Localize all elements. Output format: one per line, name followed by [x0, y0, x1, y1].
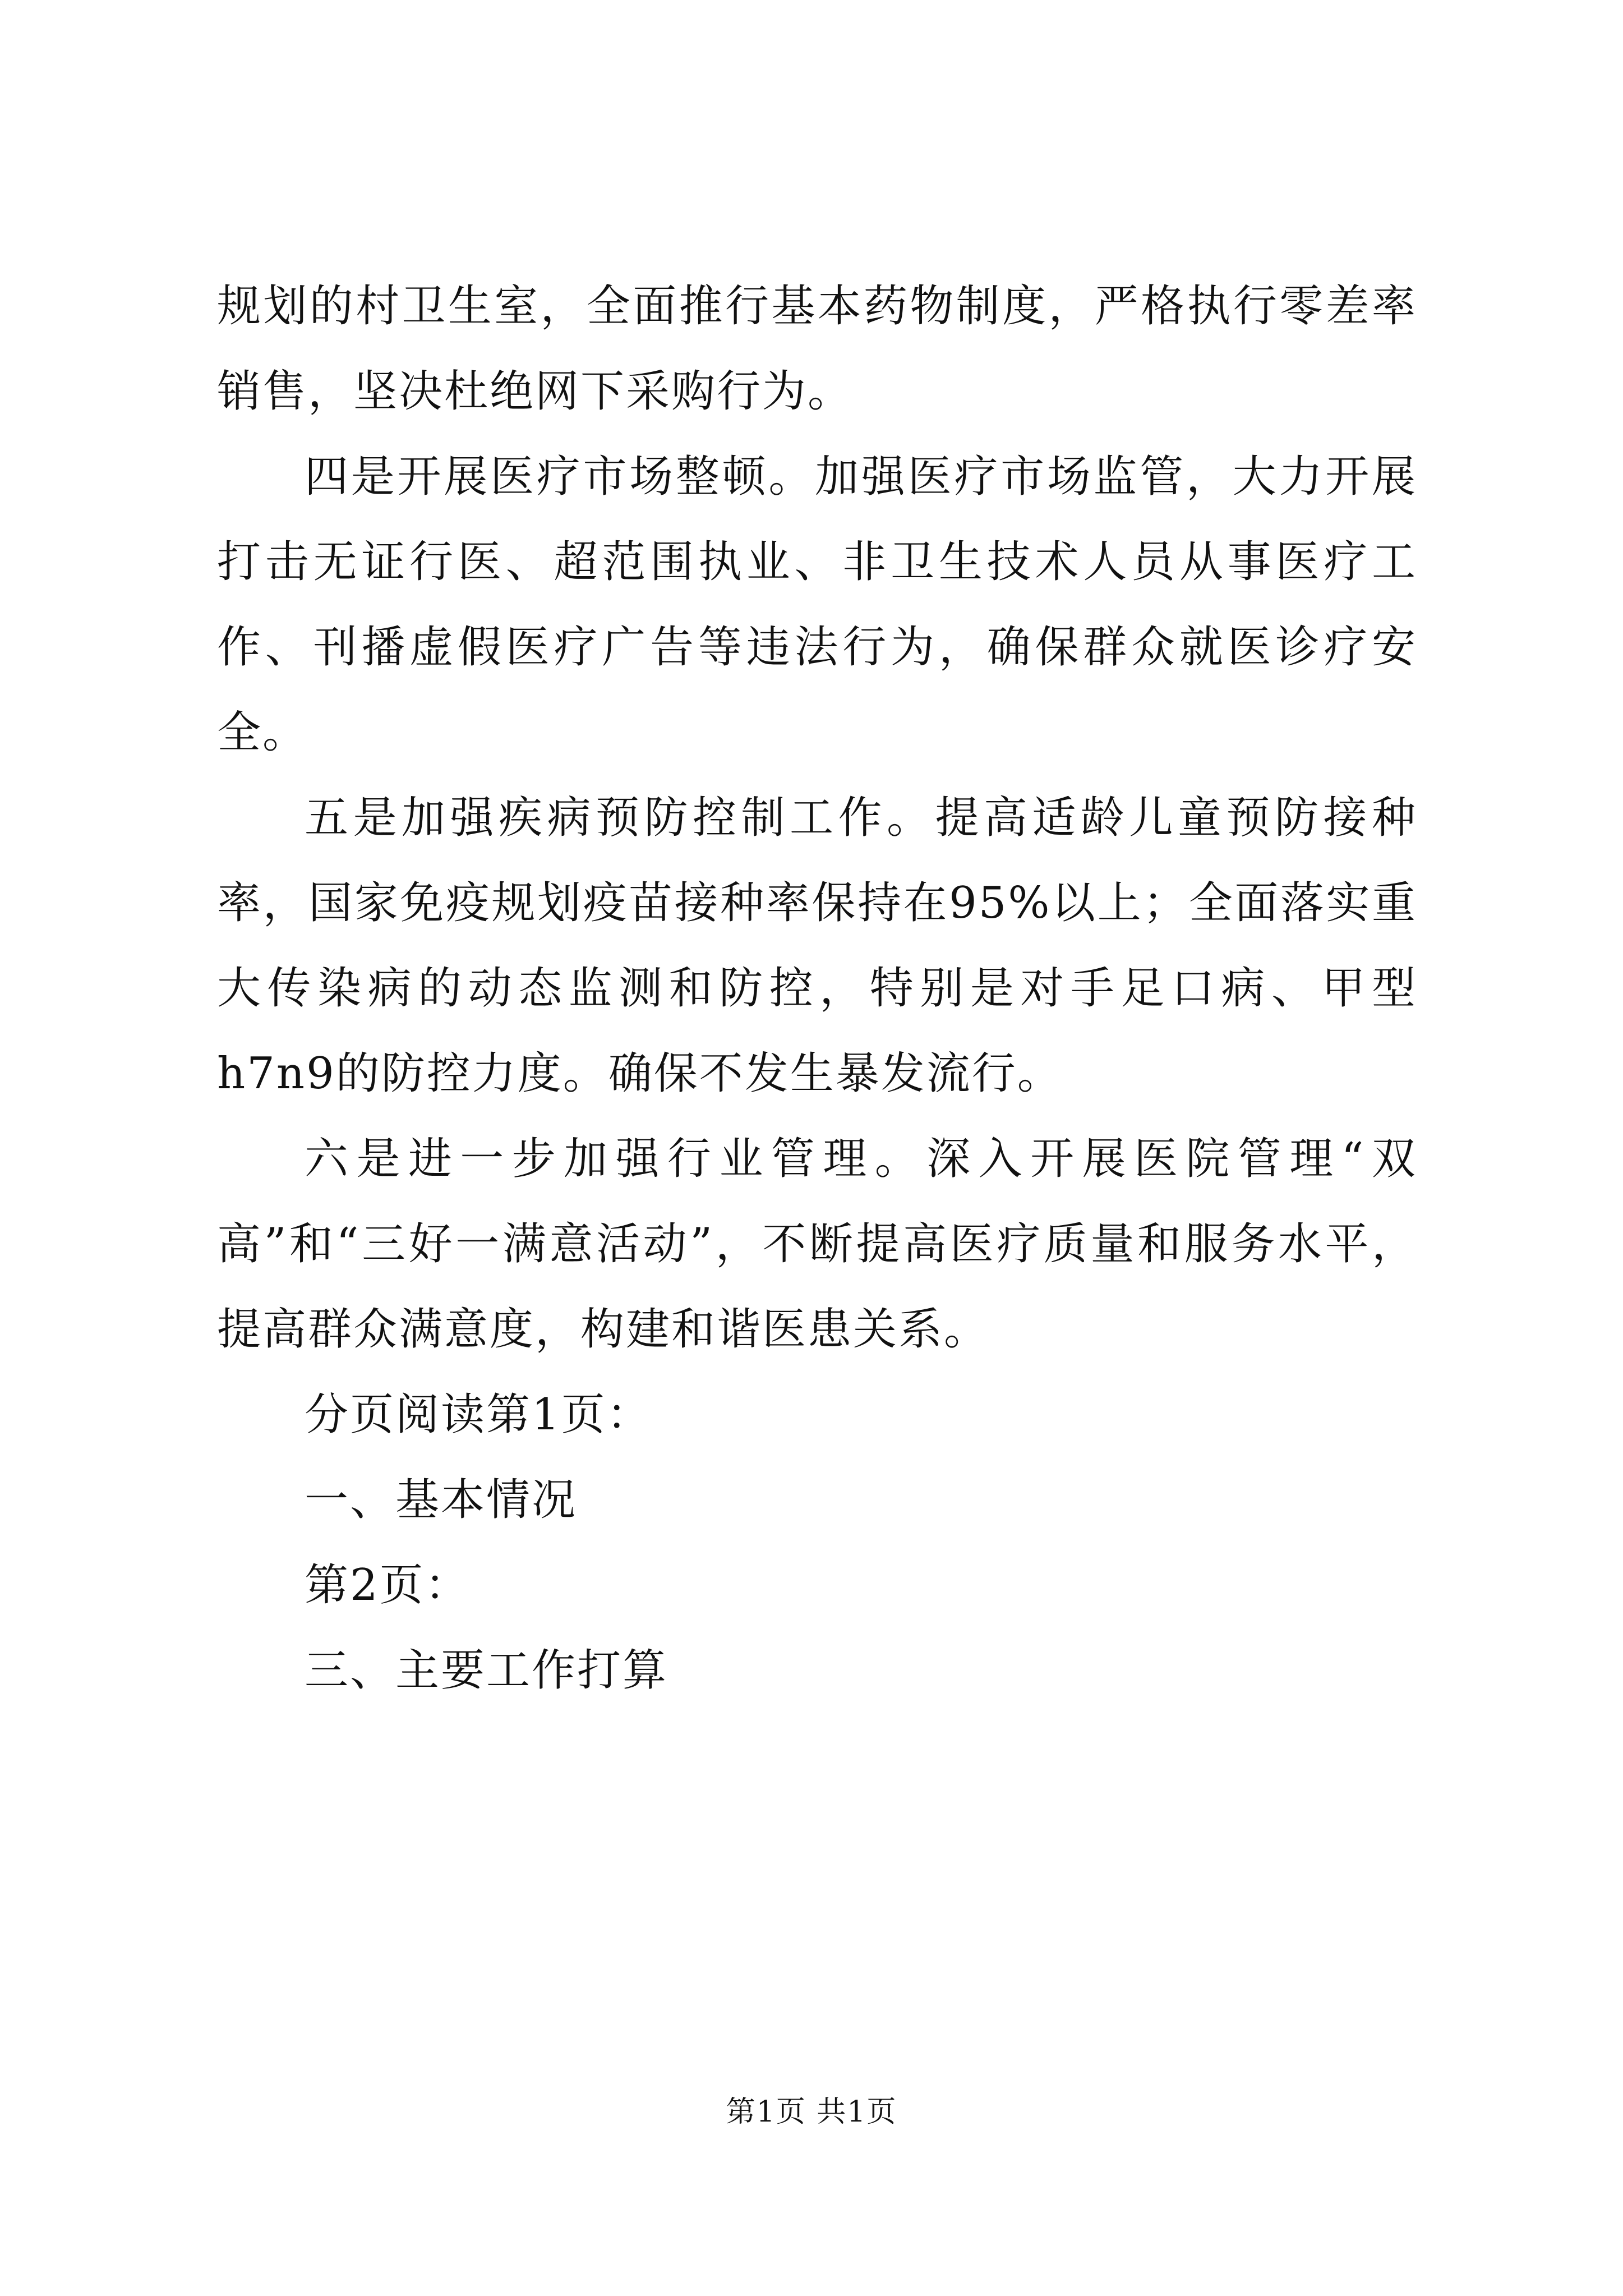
page-footer: 第1页 共1页: [726, 2095, 897, 2129]
paragraph-industry-management: 六是进一步加强行业管理。深入开展医院管理“双高”和“三好一满意活动”，不断提高医疗质量和服务水平，提高群众满意度，构建和谐医患关系。: [217, 1134, 1417, 1355]
document-body: [217, 264, 1417, 1713]
paragraph-medical-market: 四是开展医疗市场整顿。加强医疗市场监管，大力开展打击无证行医、超范围执业、非卫生技术人员从事医疗工作、刊播虚假医疗广告等违法行为，确保群众就医诊疗安全。: [217, 452, 1417, 758]
toc-link-basic-situation[interactable]: 一、基本情况: [305, 1475, 578, 1525]
toc-link-work-plan[interactable]: 三、主要工作打算: [305, 1645, 668, 1696]
toc-page1-label: 分页阅读第1页：: [305, 1389, 652, 1440]
paragraph-continuation: 规划的村卫生室，全面推行基本药物制度，严格执行零差率销售，坚决杜绝网下采购行为。: [217, 281, 1417, 417]
toc-page2-label: 第2页：: [305, 1560, 471, 1611]
paragraph-disease-control: 五是加强疾病预防控制工作。提高适龄儿童预防接种率，国家免疫规划疫苗接种率保持在95%以上；全面落实重大传染病的动态监测和防控，特别是对手足口病、甲型h7n9的防控力度。确保不发生暴发流行。: [217, 793, 1417, 1099]
